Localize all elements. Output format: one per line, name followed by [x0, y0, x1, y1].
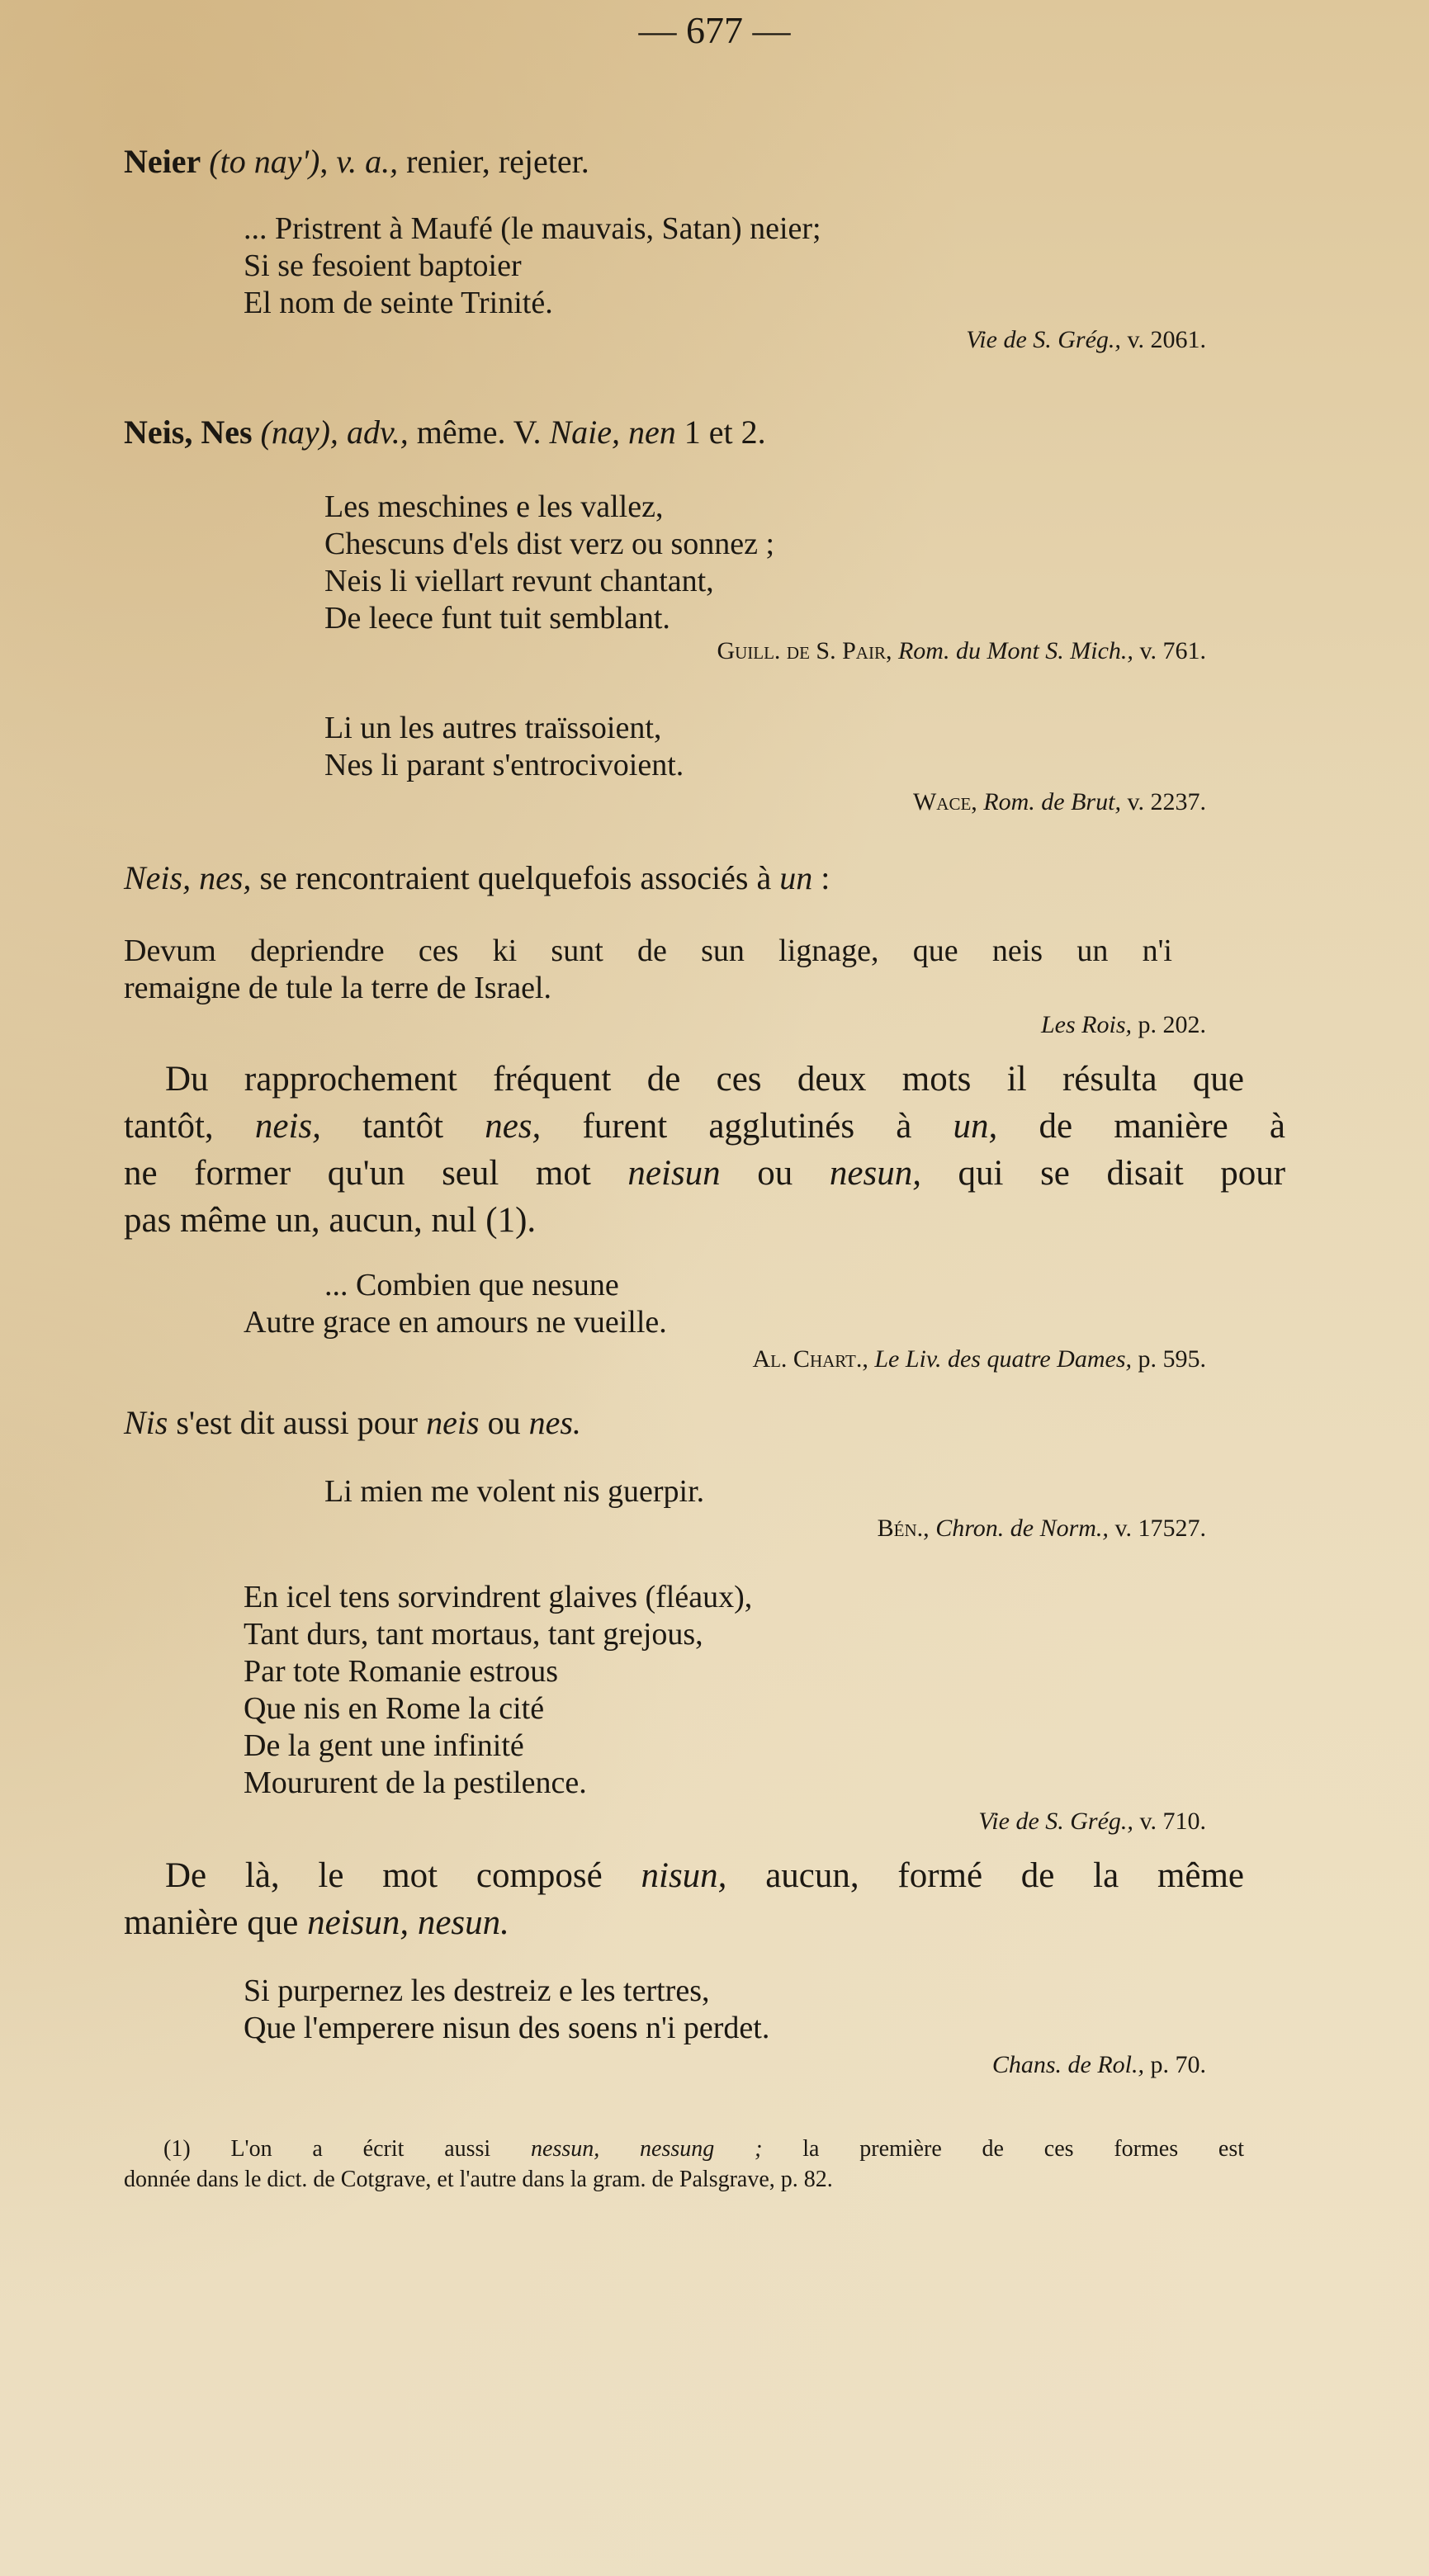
- text: s'est dit aussi pour: [176, 1404, 419, 1441]
- italic-term: nesun,: [829, 1154, 921, 1193]
- italic-term: neisun, nesun.: [307, 1903, 509, 1942]
- cross-reference: Naie, nen: [549, 414, 676, 451]
- quote-line: Neis li viellart revunt chantant,: [324, 564, 714, 598]
- citation: [717, 637, 1206, 665]
- text: de manière à: [1039, 1107, 1285, 1146]
- cross-reference-tail: 1 et 2.: [684, 414, 766, 451]
- paragraph-line: [124, 1153, 1285, 1193]
- text: ou: [487, 1404, 521, 1441]
- entry-neis-heading: [124, 413, 766, 451]
- citation: [992, 2051, 1206, 2079]
- citation-author: Al. Chart.,: [752, 1345, 868, 1373]
- citation-title: Le Liv. des quatre Dames,: [874, 1345, 1132, 1373]
- text: manière que: [124, 1903, 299, 1942]
- grammar-label: adv.,: [346, 414, 409, 451]
- citation: [1041, 1011, 1206, 1039]
- text: aucun, formé de la même: [765, 1856, 1245, 1895]
- paragraph-line: Du rapprochement fréquent de ces deux mots il résulta que: [165, 1060, 1244, 1099]
- citation: [966, 326, 1206, 354]
- text: qui se disait pour: [958, 1154, 1286, 1193]
- text: ne former qu'un seul mot: [124, 1154, 591, 1193]
- grammar-label: v. a.,: [336, 143, 399, 180]
- italic-term: nes,: [485, 1107, 542, 1146]
- quote-line: Nes li parant s'entrocivoient.: [324, 748, 684, 782]
- prose-quote-line: remaigne de tule la terre de Israel.: [124, 971, 551, 1005]
- citation-title: Chron. de Norm.,: [935, 1515, 1109, 1542]
- citation: [752, 1345, 1206, 1373]
- citation-title: Les Rois,: [1040, 1011, 1132, 1038]
- headword: Neier: [124, 143, 201, 180]
- citation-ref: p. 70.: [1150, 2051, 1206, 2078]
- footnote-line: donnée dans le dict. de Cotgrave, et l'autre dans la gram. de Palsgrave, p. 82.: [124, 2167, 833, 2192]
- quote-line: Que nis en Rome la cité: [244, 1691, 545, 1726]
- italic-term: nessun, nessung ;: [531, 2136, 763, 2162]
- text: De là, le mot composé: [165, 1856, 603, 1895]
- citation: [878, 1515, 1206, 1543]
- citation-ref: p. 595.: [1138, 1345, 1206, 1373]
- footnote-line: [124, 2136, 1244, 2162]
- quote-line: Si se fesoient baptoier: [244, 248, 522, 283]
- quote-line: El nom de seinte Trinité.: [244, 286, 553, 320]
- citation-ref: p. 202.: [1138, 1011, 1206, 1038]
- italic-term: un,: [953, 1107, 998, 1146]
- citation-title: Rom. de Brut,: [983, 788, 1121, 815]
- text: (1) L'on a écrit aussi: [163, 2136, 491, 2162]
- citation-title: Rom. du Mont S. Mich.,: [897, 637, 1133, 664]
- paragraph-association: [124, 858, 830, 897]
- quote-line: Chescuns d'els dist verz ou sonnez ;: [324, 527, 775, 561]
- quote-line: Les meschines e les vallez,: [324, 489, 664, 524]
- citation-title: Vie de S. Grég.,: [978, 1808, 1133, 1835]
- quote-line: ... Combien que nesune: [324, 1268, 619, 1302]
- definition: renier, rejeter.: [406, 143, 589, 180]
- italic-term: un: [779, 859, 813, 896]
- page-number: — 677 —: [638, 9, 791, 51]
- quote-line: De leece funt tuit semblant.: [324, 601, 670, 636]
- quote-line: ... Pristrent à Maufé (le mauvais, Satan) neier;: [244, 211, 821, 246]
- italic-term: Neis, nes,: [124, 859, 252, 896]
- italic-term: nes.: [528, 1404, 581, 1441]
- citation-title: Vie de S. Grég.,: [966, 326, 1121, 353]
- citation: [978, 1808, 1206, 1836]
- quote-line: Si purpernez les destreiz e les tertres,: [244, 1973, 710, 2008]
- quote-line: Moururent de la pestilence.: [244, 1765, 587, 1800]
- citation-ref: v. 2237.: [1127, 788, 1206, 815]
- text: tantôt,: [124, 1107, 214, 1146]
- italic-term: neisun: [627, 1154, 721, 1193]
- citation-ref: v. 17527.: [1114, 1515, 1206, 1542]
- entry-neier-heading: Neier (to nay'), v. a., renier, rejeter.: [124, 143, 589, 180]
- paragraph-text: se rencontraient quelquefois associés à: [259, 859, 772, 896]
- paragraph-line: [124, 1902, 509, 1943]
- paragraph-line: [124, 1106, 1285, 1146]
- quote-line: De la gent une infinité: [244, 1728, 524, 1763]
- citation-ref: v. 710.: [1139, 1808, 1206, 1835]
- paragraph-line: [124, 1855, 1244, 1896]
- quote-line: Autre grace en amours ne vueille.: [244, 1305, 667, 1340]
- quote-line: Tant durs, tant mortaus, tant grejous,: [244, 1617, 703, 1652]
- text: furent agglutinés à: [582, 1107, 912, 1146]
- text: tantôt: [362, 1107, 444, 1146]
- citation-title: Chans. de Rol.,: [991, 2051, 1144, 2078]
- paragraph-text: :: [821, 859, 830, 896]
- quote-line: Par tote Romanie estrous: [244, 1654, 558, 1689]
- paragraph-line: pas même un, aucun, nul (1).: [124, 1201, 537, 1240]
- citation-author: Guill. de S. Pair,: [717, 637, 892, 664]
- definition: même. V.: [416, 414, 542, 451]
- citation-author: Wace,: [912, 788, 977, 815]
- quote-line: Li un les autres traïssoient,: [324, 711, 662, 745]
- prose-quote-line: Devum depriendre ces ki sunt de sun lignage, que neis un n'i: [124, 934, 1172, 968]
- citation: [913, 788, 1206, 816]
- quote-line: Li mien me volent nis guerpir.: [324, 1474, 705, 1509]
- quote-line: Que l'emperere nisun des soens n'i perdet.: [244, 2011, 770, 2045]
- text: la première de ces formes est: [802, 2136, 1245, 2162]
- paragraph-nis: [124, 1403, 581, 1442]
- italic-term: neis: [426, 1404, 480, 1441]
- citation-ref: v. 761.: [1139, 637, 1206, 664]
- citation-ref: v. 2061.: [1127, 326, 1206, 353]
- text: ou: [757, 1154, 793, 1193]
- pronunciation: (to nay'): [209, 143, 320, 180]
- italic-term: nisun,: [641, 1856, 727, 1895]
- italic-term: Nis: [124, 1404, 168, 1441]
- italic-term: neis,: [254, 1107, 321, 1146]
- pronunciation: (nay),: [260, 414, 338, 451]
- quote-line: En icel tens sorvindrent glaives (fléaux),: [244, 1580, 753, 1614]
- headword: Neis, Nes: [124, 414, 253, 451]
- citation-author: Bén.,: [877, 1515, 930, 1542]
